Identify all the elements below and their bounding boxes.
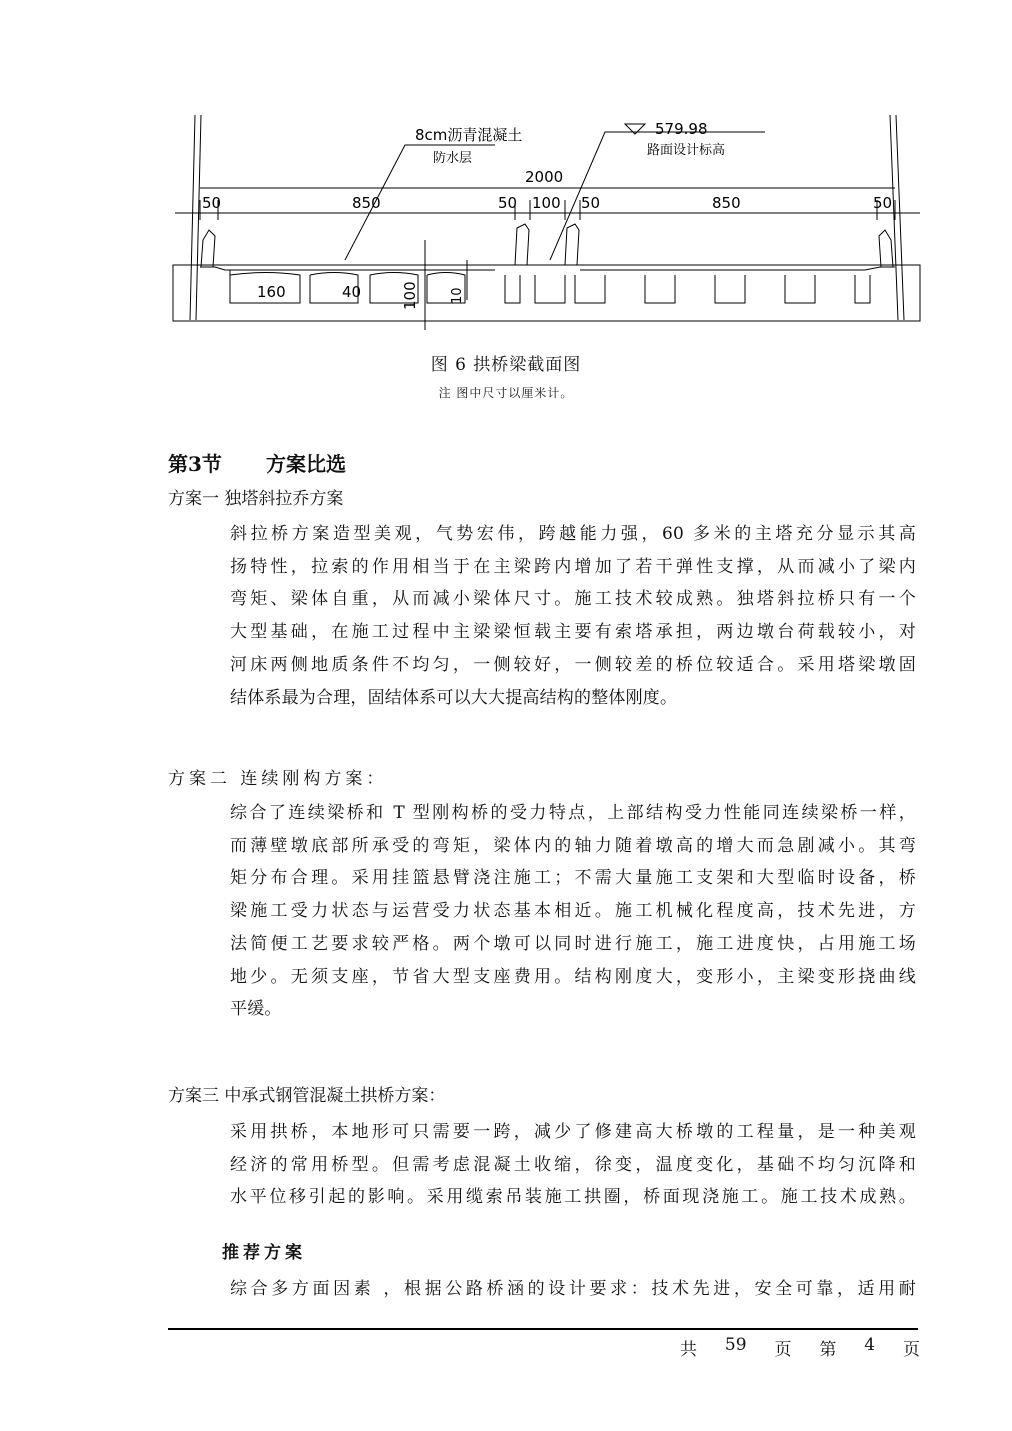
paragraph-line: 大型基础，在施工过程中主梁梁恒载主要有索塔承担，两边墩台荷载较小，对 bbox=[230, 622, 916, 643]
cell-width-label: 160 bbox=[257, 283, 286, 301]
paragraph-line: 弯矩、梁体自重，从而减小梁体尺寸。施工技术较成熟。独塔斜拉桥只有一个 bbox=[230, 589, 916, 610]
footer-total-pages: 59 bbox=[724, 1335, 747, 1355]
scheme3-title: 方案三 中承式钢管混凝土拱桥方案： bbox=[168, 1086, 446, 1106]
scheme2-paragraph bbox=[230, 797, 916, 1026]
scheme3-paragraph bbox=[230, 1116, 916, 1214]
footer-page-unit: 页 bbox=[903, 1340, 920, 1360]
dim-850-right: 850 bbox=[712, 194, 741, 212]
paragraph-line: 梁施工受力状态与运营受力状态基本相近。施工机械化程度高，技术先进，方 bbox=[230, 901, 916, 922]
figure-note: 注 图中尺寸以厘米计。 bbox=[438, 386, 574, 400]
paragraph-line: 水平位移引起的影响。采用缆索吊装施工拱圈，桥面现浇施工。施工技术成熟。 bbox=[230, 1187, 916, 1208]
footer-current-label: 第 bbox=[819, 1340, 837, 1360]
paragraph-line: 斜拉桥方案造型美观，气势宏伟，跨越能力强，60 多米的主塔充分显示其高 bbox=[230, 524, 916, 544]
section-number: 第3节 bbox=[168, 452, 222, 476]
slab-label: 10 bbox=[450, 287, 465, 304]
dim-50-right: 50 bbox=[873, 194, 893, 212]
dim-50-mid-right: 50 bbox=[581, 194, 601, 212]
footer-current-page: 4 bbox=[864, 1335, 876, 1355]
section-title: 方案比选 bbox=[266, 452, 346, 476]
paragraph-line: 结体系最为合理，固结体系可以大大提高结构的整体刚度。 bbox=[230, 687, 678, 708]
section-heading bbox=[168, 448, 346, 477]
paragraph-line: 综合了连续梁桥和 T 型刚构桥的受力特点，上部结构受力性能同连续梁桥一样， bbox=[230, 803, 916, 823]
paragraph-line: 扬特性，拉索的作用相当于在主梁跨内增加了若干弹性支撑，从而减小了梁内 bbox=[230, 556, 916, 577]
dim-50-mid-left: 50 bbox=[498, 194, 518, 212]
paragraph-line: 法简便工艺要求较严格。两个墩可以同时进行施工，施工进度快，占用施工场 bbox=[230, 933, 916, 954]
recommend-title: 推荐方案 bbox=[222, 1243, 306, 1263]
page-footer bbox=[680, 1335, 920, 1360]
footer-rule bbox=[168, 1328, 918, 1330]
scheme1-title: 方案一 独塔斜拉乔方案 bbox=[168, 489, 344, 509]
paragraph-line: 平缓。 bbox=[230, 999, 282, 1020]
dim-100: 100 bbox=[532, 194, 561, 212]
pavement-label: 8cm沥青混凝土 bbox=[415, 126, 523, 144]
dim-850-left: 850 bbox=[352, 194, 381, 212]
footer-total-label: 共 bbox=[680, 1340, 697, 1360]
paragraph-line: 河床两侧地质条件不均匀，一侧较好，一侧较差的桥位较适合。采用塔梁墩固 bbox=[230, 654, 916, 675]
paragraph-line: 综合多方面因素 ，根据公路桥涵的设计要求：技术先进，安全可靠，适用耐 bbox=[230, 1279, 916, 1299]
figure-title: 图 6 拱桥梁截面图 bbox=[430, 355, 582, 375]
waterproof-label: 防水层 bbox=[433, 151, 473, 166]
total-width-label: 2000 bbox=[525, 168, 564, 186]
scheme2-title: 方案二 连续刚构方案： bbox=[168, 769, 388, 789]
paragraph-line: 而薄壁墩底部所承受的弯矩，梁体内的轴力随着墩高的增大而急剧减小。其弯 bbox=[230, 835, 916, 856]
elevation-label: 路面设计标高 bbox=[647, 143, 726, 158]
paragraph-line: 采用拱桥，本地形可只需要一跨，减少了修建高大桥墩的工程量，是一种美观 bbox=[230, 1122, 916, 1142]
rib-width-label: 40 bbox=[342, 283, 362, 301]
paragraph-line: 矩分布合理。采用挂篮悬臂浇注施工；不需大量施工支架和大型临时设备，桥 bbox=[230, 868, 916, 889]
scheme1-paragraph bbox=[230, 518, 916, 714]
depth-label: 100 bbox=[401, 281, 419, 310]
dim-50-left: 50 bbox=[202, 194, 222, 212]
paragraph-line: 地少。无须支座，节省大型支座费用。结构刚度大，变形小，主梁变形挠曲线 bbox=[230, 966, 916, 987]
elevation-value: 579.98 bbox=[655, 120, 708, 138]
footer-page-unit: 页 bbox=[774, 1340, 792, 1360]
recommend-paragraph bbox=[230, 1273, 916, 1306]
paragraph-line: 经济的常用桥型。但需考虑混凝土收缩，徐变，温度变化，基础不均匀沉降和 bbox=[230, 1154, 916, 1175]
bridge-cross-section-figure bbox=[165, 110, 930, 335]
